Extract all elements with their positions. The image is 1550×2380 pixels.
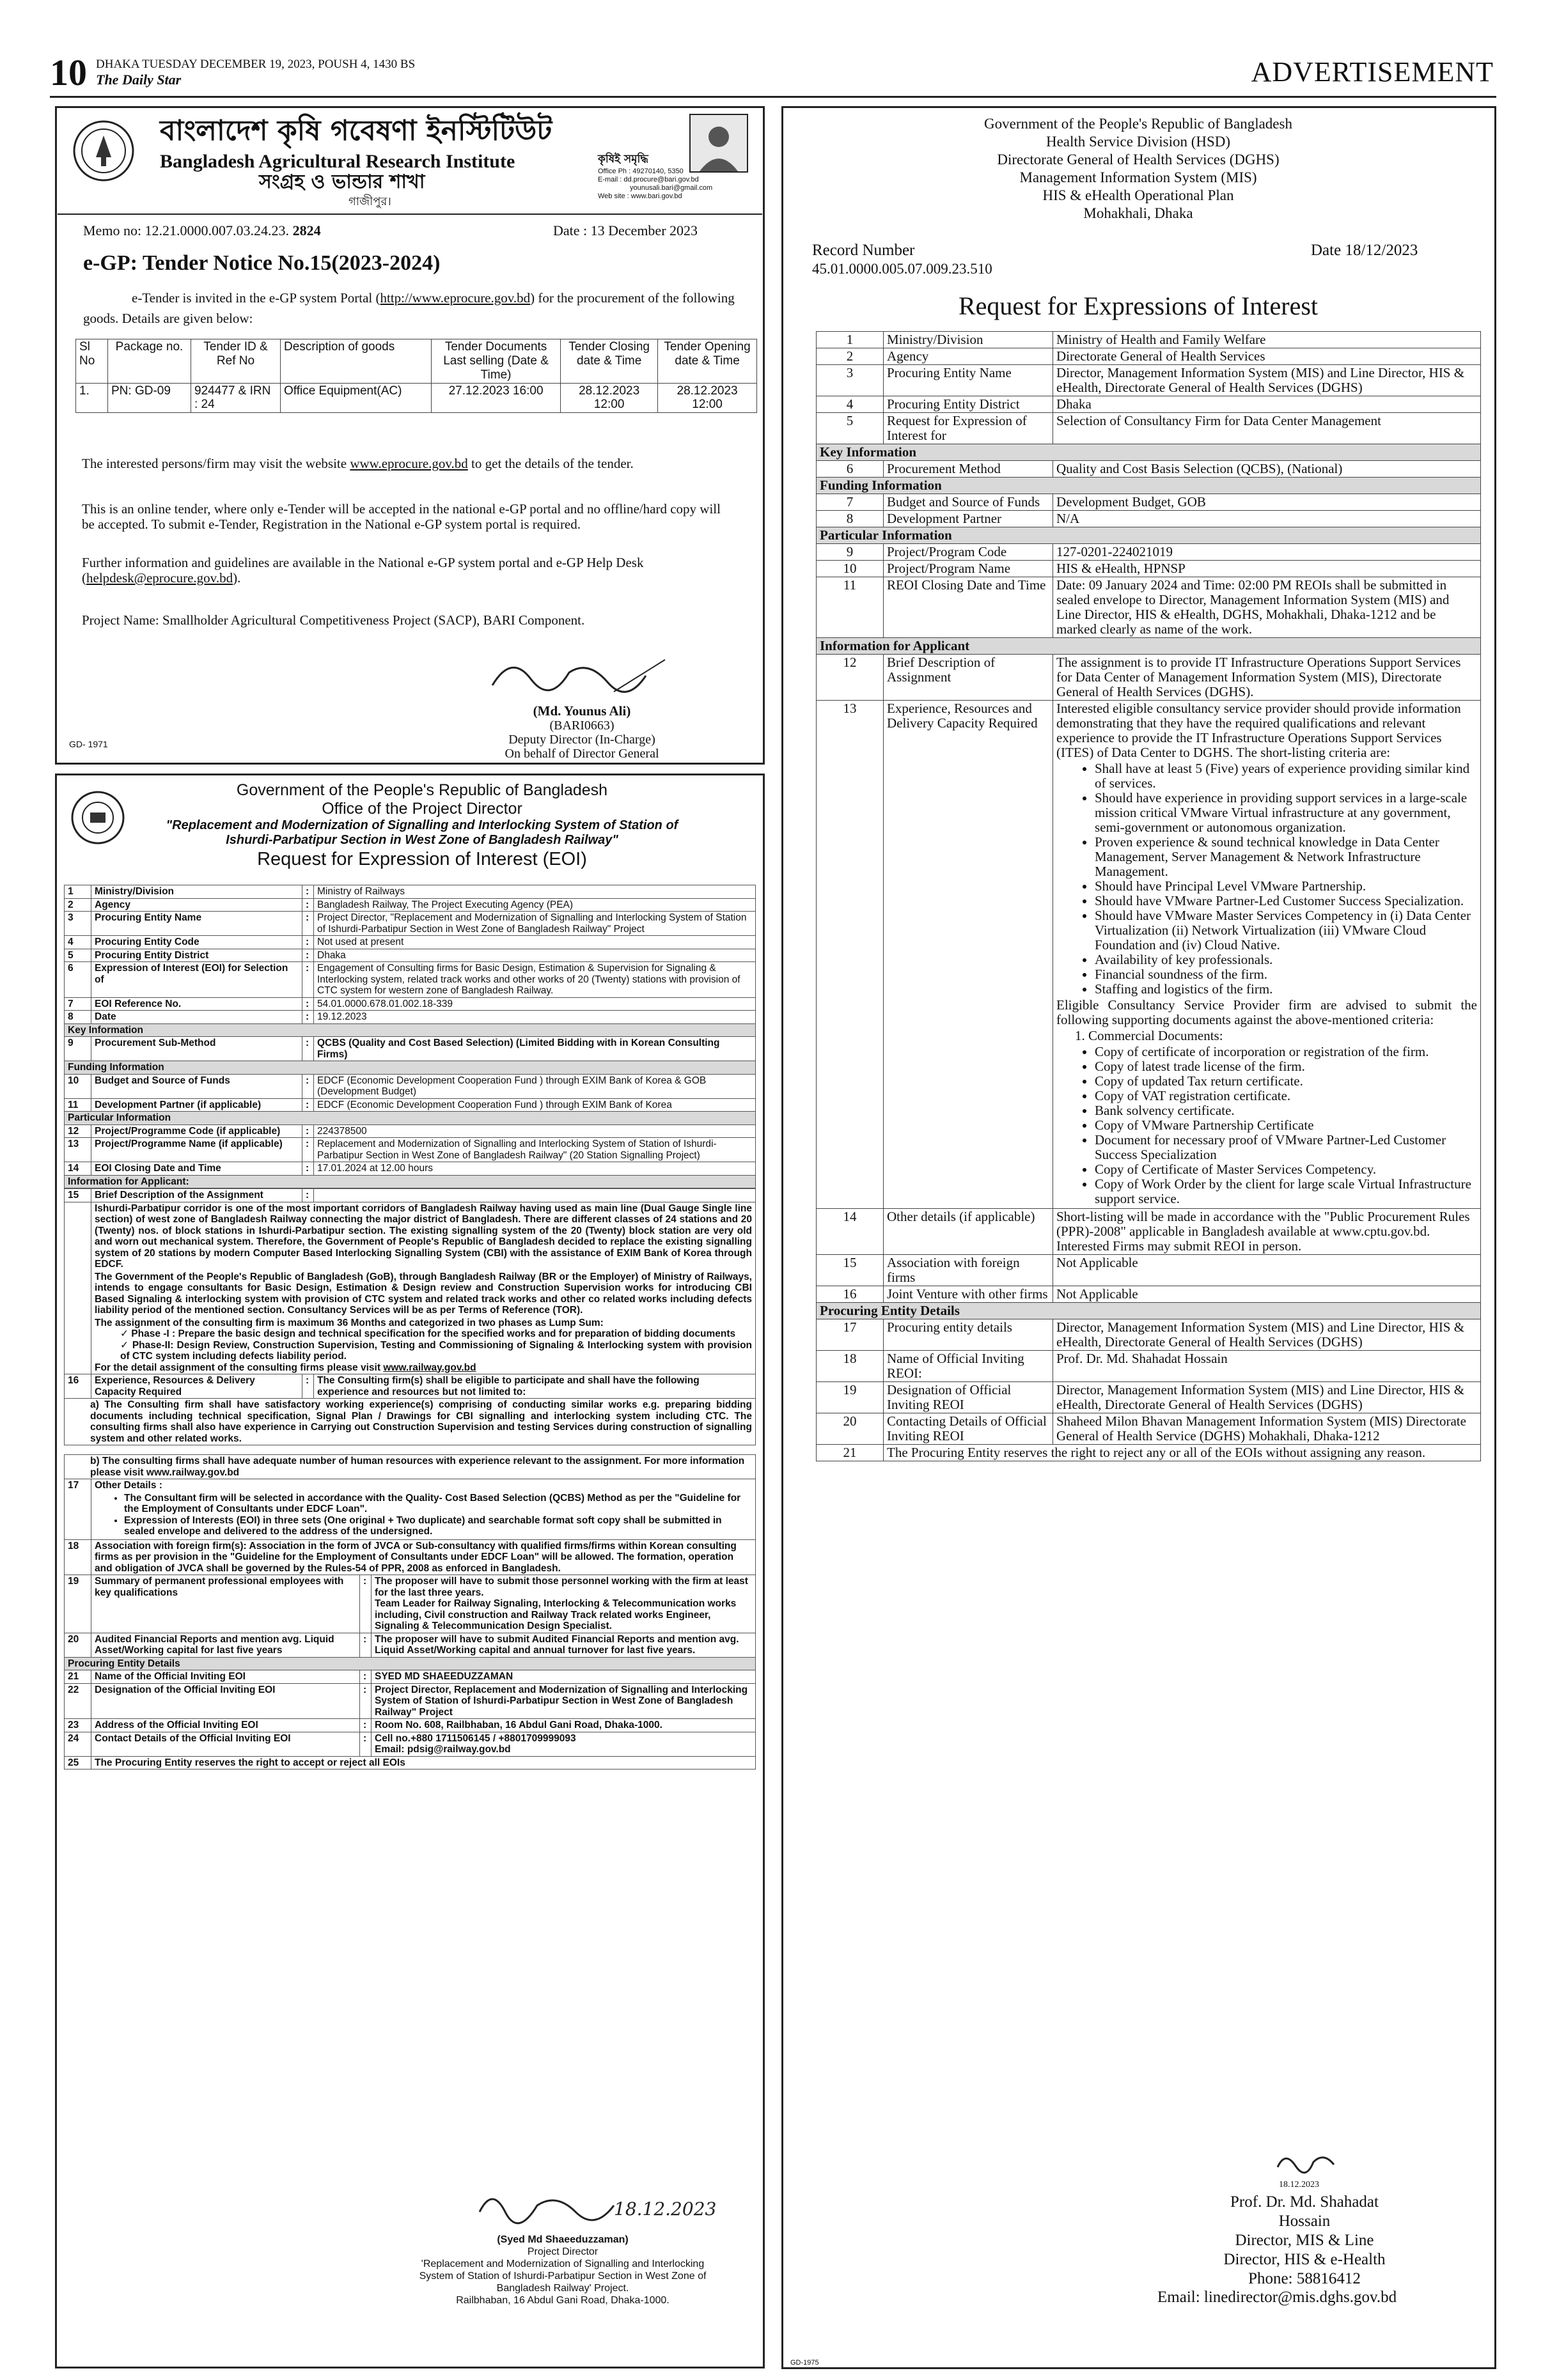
table-row	[817, 561, 1481, 577]
rail-header	[128, 781, 716, 870]
dghs-header: Government of the People's Republic of Bangladesh Health Service Division (HSD) Directorate General of Health Services (DGHS) Management Information System (MIS) HIS & eHealth Operational Plan Mohakhali, Dhaka	[984, 116, 1292, 221]
section-header: Particular Information	[817, 527, 1481, 544]
section-header: Key Information	[65, 1023, 756, 1037]
table-row: 7 EOI Reference No. : 54.01.0000.678.01.002.18-339	[65, 997, 756, 1011]
row-value: Dhaka	[1053, 396, 1481, 413]
row-value: Dhaka	[314, 949, 756, 962]
section-header: Information for Applicant:	[65, 1175, 756, 1188]
row-value: N/A	[1053, 511, 1481, 527]
row-number: 2	[65, 898, 91, 912]
r15-phase1: ✓ Phase -I : Prepare the basic design and technical specification for the specified works and for preparation of bidding documents	[120, 1328, 736, 1339]
th: Tender ID & Ref No	[191, 339, 281, 384]
table-row: 10 Budget and Source of Funds : EDCF (Economic Development Cooperation Fund ) through EXIM Bank of Korea & GOB (Development Budget)	[65, 1074, 756, 1098]
row-number: 19	[817, 1382, 884, 1413]
bari-para1: The interested persons/firm may visit the website www.eprocure.gov.bd to get the details of the tender.	[82, 456, 634, 471]
row-value: Bangladesh Railway, The Project Executing Agency (PEA)	[314, 898, 756, 912]
dghs-table	[816, 331, 1481, 1461]
table-row	[817, 511, 1481, 527]
row-number: 4	[817, 396, 884, 413]
r16-b: b) The consulting firms shall have adequate number of human resources with experience relevant to the assignment. For more information please visit www.railway.gov.bd	[65, 1455, 756, 1479]
row-value: Not Applicable	[1053, 1286, 1481, 1303]
table-row: 3 Procuring Entity Name : Project Director, "Replacement and Modernization of Signalling and Interlocking System of Station of Ishurdi-Parbatipur Section in West Zone of Bangladesh Railway" Project	[65, 912, 756, 936]
row-number: 11	[65, 1098, 91, 1112]
row-label: Brief Description of the Assignment	[91, 1189, 302, 1202]
table-row: 13 Project/Programme Name (if applicable) : Replacement and Modernization of Signalling and Interlocking System of Station of Ishurdi-Parbatipur Section in West Zone of Bangladesh Railway" (20 Station Signalling Project)	[65, 1138, 756, 1162]
row-value: Shaheed Milon Bhavan Management Information System (MIS) Directorate General of Health Service (DGHS) Mohakhali, Dhaka-1212	[1053, 1413, 1481, 1445]
table-row	[65, 1399, 756, 1445]
row-label: Project/Program Code	[884, 544, 1053, 561]
th: Package no.	[108, 339, 191, 384]
table-row: 5 Procuring Entity District : Dhaka	[65, 949, 756, 962]
rail-project: "Replacement and Modernization of Signalling and Interlocking System of Station of Ishurdi-Parbatipur Section in West Zone of Bangladesh Railway"	[166, 818, 678, 847]
row-value: Development Budget, GOB	[1053, 494, 1481, 511]
row-value: 19.12.2023	[314, 1011, 756, 1024]
table-row: 25 The Procuring Entity reserves the right to accept or reject all EOIs	[65, 1756, 756, 1769]
table-row: 22 Designation of the Official Inviting EOI : Project Director, Replacement and Modernization of Signalling and Interlocking System of Station of Ishurdi-Parbatipur Section in West Zone of Bangladesh Railway" Project	[65, 1683, 756, 1719]
contact-label: E-mail :	[598, 176, 622, 183]
td: 28.12.2023 12:00	[561, 383, 658, 413]
bari-intro: e-Tender is invited in the e-GP system Portal (http://www.eprocure.gov.bd) for the procurement of the following goods. Details are given below:	[83, 290, 735, 326]
bari-place-bn: গাজীপুর।	[348, 195, 391, 208]
row-number: 17	[817, 1319, 884, 1351]
table-row	[817, 365, 1481, 396]
row-value: Ministry of Railways	[314, 885, 756, 899]
bari-signer-name: (Md. Younus Ali)	[533, 703, 631, 719]
section-header: Procuring Entity Details	[817, 1303, 1481, 1319]
row-label: Procurement Sub-Method	[91, 1037, 302, 1061]
row-label: Procuring Entity District	[884, 396, 1053, 413]
row-label: Ministry/Division	[91, 885, 302, 899]
table-row: 13 Experience, Resources and Delivery Capacity Required Interested eligible consultancy service provider should provide information demonstrating that they have the required qualifications and relevant experience to provide the IT Infrastructure Operations Support Services (ITES) of Data Center to DGHS. The short-listing criteria are: • Shall have at least 5 (Five) years of experience providing similar kind of services. • Should have experience in providing support services in a large-scale mission critical VMware Virtual infrastructure at any government, semi-government or autonomous organization. • Proven experience & sound technical knowledge in Data Center Management, Server Management & Network Infrastructure Management. • Should have Principal Level VMware Partnership. • Should have VMware Partner-Led Customer Success Specialization. • Should have VMware Master Services Competency in (i) Data Center Virtualization (ii) Network Virtualization (iii) VMware Cloud Foundation and (iv) Cloud Native. • Availability of key professionals. • Financial soundness of the firm. • Staffing and logistics of the firm. Eligible Consultancy Service Provider firm are advised to submit the following supporting documents against the above-mentioned criteria: 1. Commercial Documents: • Copy of certificate of incorporation or registration of the firm. • Copy of latest trade license of the firm. • Copy of updated Tax return certificate. • Copy of VAT registration certificate. • Bank solvency certificate. • Copy of VMware Partnership Certificate • Document for necessary proof of VMware Partner-Led Customer Success Specialization • Copy of Certificate of Master Services Competency. • Copy of Work Order by the client for large scale Virtual Infrastructure support service.	[817, 701, 1481, 1209]
table-row	[65, 1455, 756, 1479]
table-row	[817, 413, 1481, 444]
r15-phase2: ✓ Phase-II: Design Review, Construction Supervision, Testing and Commissioning of Signaling & Interlocking system with provision of CTC system including defects liability period.	[120, 1339, 753, 1362]
record-label: Record Number	[812, 242, 915, 259]
bari-notice-title: e-GP: Tender Notice No.15(2023-2024)	[83, 251, 441, 275]
row-value: Quality and Cost Basis Selection (QCBS), (National)	[1053, 461, 1481, 478]
row-value: Replacement and Modernization of Signalling and Interlocking System of Station of Ishurdi-Parbatipur Section in West Zone of Bangladesh Railway" (20 Station Signalling Project)	[314, 1138, 756, 1162]
row-number: 3	[65, 912, 91, 936]
dghs-ad-code: GD-1975	[790, 2359, 819, 2367]
helpdesk-email[interactable]: helpdesk@eprocure.gov.bd	[86, 570, 233, 586]
table-row: 15 Brief Description of the Assignment :	[65, 1189, 756, 1202]
row-label: Agency	[884, 348, 1053, 365]
table-row	[817, 1319, 1481, 1351]
bari-signer-title: Deputy Director (In-Charge)	[508, 733, 655, 747]
row-number: 2	[817, 348, 884, 365]
masthead-rule	[50, 96, 1496, 98]
row-label: Experience, Resources and Delivery Capacity Required	[884, 701, 1053, 1209]
row-number: 5	[817, 413, 884, 444]
row-label: Audited Financial Reports and mention avg. Liquid Asset/Working capital for last five years	[91, 1633, 360, 1657]
row-label: Ministry/Division	[884, 332, 1053, 348]
row-label: Experience, Resources & Delivery Capacity Required	[91, 1374, 302, 1399]
th: Tender Closing date & Time	[561, 339, 658, 384]
table-row: 18 Association with foreign firm(s): Association in the form of JVCA or Sub-consultancy with qualified firms/firms within Korean consulting firms as per provision in the "Guideline for the Employment of Consultants under EDCF Loan" will be allowed. The formation, operation and obligation of JVCA shall be governed by the Rules-54 of PPR, 2008 as enforced in Bangladesh.	[65, 1539, 756, 1575]
r16-a: a) The Consulting firm shall have satisfactory working experience(s) comprising of conducting similar works e.g. preparing bidding documents including technical specification, Signal Plan / Drawings for CBI signalling and interlocking system including CTC. The consulting firms shall also have experience in Carrying out Construction Supervision and testing Services during construction of signalling system and other related works.	[65, 1399, 756, 1445]
contact-value: 49270140, 5350	[632, 167, 684, 175]
row-number: 8	[817, 511, 884, 527]
table-row	[817, 577, 1481, 638]
table-row	[817, 494, 1481, 511]
th: Tender Documents Last selling (Date & Time)	[432, 339, 561, 384]
row-number: 9	[817, 544, 884, 561]
row-value: 224378500	[314, 1124, 756, 1138]
table-row: 20 Audited Financial Reports and mention avg. Liquid Asset/Working capital for last five years : The proposer will have to submit Audited Financial Reports and mention avg. Liquid Asset/Working capital and annual turnover for last five years.	[65, 1633, 756, 1657]
row-label: Agency	[91, 898, 302, 912]
table-row: 1 Ministry/Division : Ministry of Railways	[65, 885, 756, 899]
page-number: 10	[50, 52, 87, 93]
row-value: Selection of Consultancy Firm for Data Center Management	[1053, 413, 1481, 444]
pd-email[interactable]: Email: pdsig@railway.gov.bd	[375, 1744, 511, 1755]
table-row: 2 Agency : Bangladesh Railway, The Project Executing Agency (PEA)	[65, 898, 756, 912]
row-label: Procuring entity details	[884, 1319, 1053, 1351]
td: 28.12.2023 12:00	[658, 383, 757, 413]
row-number: 4	[65, 936, 91, 949]
row-label: Procuring Entity Name	[91, 912, 302, 936]
td: PN: GD-09	[108, 383, 191, 413]
row-number: 6	[65, 962, 91, 998]
table-row: 21 Name of the Official Inviting EOI : SYED MD SHAEEDUZZAMAN	[65, 1670, 756, 1684]
contact-label: Office Ph :	[598, 167, 631, 175]
row-label: Procuring Entity Name	[884, 365, 1053, 396]
row-number: 18	[817, 1351, 884, 1382]
section-header: Information for Applicant	[817, 638, 1481, 655]
table-row	[817, 348, 1481, 365]
paper-name: The Daily Star	[96, 72, 182, 88]
rail-title: Request for Expression of Interest (EOI)	[257, 848, 587, 869]
row-label: Project/Programme Name (if applicable)	[91, 1138, 302, 1162]
row-number: 20	[817, 1413, 884, 1445]
dateline: DHAKA TUESDAY DECEMBER 19, 2023, POUSH 4, 1430 BS	[96, 58, 416, 71]
row-value: EDCF (Economic Development Cooperation Fund ) through EXIM Bank of Korea	[314, 1098, 756, 1112]
row-label: REOI Closing Date and Time	[884, 577, 1053, 638]
eprocure-link[interactable]: http://www.eprocure.gov.bd	[380, 290, 531, 306]
rail-office: Office of the Project Director	[322, 799, 522, 818]
table-row: 21 The Procuring Entity reserves the right to reject any or all of the EOIs without assigning any reason.	[817, 1445, 1481, 1461]
row-label: Procuring Entity Code	[91, 936, 302, 949]
row-label: Development Partner	[884, 511, 1053, 527]
table-row: 23 Address of the Official Inviting EOI : Room No. 608, Railbhaban, 16 Abdul Gani Road, Dhaka-1000.	[65, 1719, 756, 1732]
r15-p2: The Government of the People's Republic of Bangladesh (GoB), through Bangladesh Railway (BR or the Employer) of Ministry of Railways, intends to engage consultants for Basic Design, Estimation & Design review and Construction Supervision works for introducing CBI Based Signaling & interlocking system with provision of CTC system and related track works and other co related works including defects liability period of the mentioned section. Consultancy Services will be as per Terms of Reference (TOR).	[95, 1271, 752, 1316]
rail-emblem	[70, 790, 125, 845]
table-row	[817, 1413, 1481, 1445]
row-value: The Consulting firm(s) shall be eligible to participate and shall have the following experience and resources but not limited to:	[314, 1374, 756, 1399]
row-label: Procuring Entity District	[91, 949, 302, 962]
table-row	[817, 1382, 1481, 1413]
section-header: Funding Information	[817, 478, 1481, 494]
bari-para3: Further information and guidelines are available in the National e-GP system portal and e-GP Help Desk (helpdesk@eprocure.gov.bd).	[82, 555, 644, 586]
row-value: Short-listing will be made in accordance with the "Public Procurement Rules (PPR)-2008" applicable in Bangladesh available at www.cptu.gov.bd. Interested Firms may submit REOI in person.	[1053, 1209, 1481, 1255]
row-value: HIS & eHealth, HPNSP	[1053, 561, 1481, 577]
row-number: 3	[817, 365, 884, 396]
bari-contact	[598, 167, 751, 201]
row-label: Project/Program Name	[884, 561, 1053, 577]
row-value: 127-0201-224021019	[1053, 544, 1481, 561]
table-row	[817, 461, 1481, 478]
dghs-signer: Prof. Dr. Md. Shahadat Hossain Director, MIS & Line Director, HIS & e-Health Phone: 58816412	[1223, 2193, 1386, 2287]
row-number: 15	[817, 1255, 884, 1286]
row-number: 8	[65, 1011, 91, 1024]
row-value: Not used at present	[314, 936, 756, 949]
bari-project: Project Name: Smallholder Agricultural Competitiveness Project (SACP), BARI Component.	[82, 612, 585, 628]
row-label: Date	[91, 1011, 302, 1024]
row-value: Project Director, "Replacement and Modernization of Signalling and Interlocking System of Station of Ishurdi-Parbatipur Section in West Zone of Bangladesh Railway" Project	[314, 912, 756, 936]
row-label: Expression of Interest (EOI) for Selection of	[91, 962, 302, 998]
row-label: Other details (if applicable)	[884, 1209, 1053, 1255]
row-label: EOI Closing Date and Time	[91, 1162, 302, 1176]
table-row	[817, 1209, 1481, 1255]
row-label: Request for Expression of Interest for	[884, 413, 1053, 444]
bari-para2: This is an online tender, where only e-Tender will be accepted in the national e-GP portal and no offline/hard copy will be accepted. To submit e-Tender, Registration in the National e-GP system portal is required.	[82, 501, 721, 532]
row-value: Directorate General of Health Services	[1053, 348, 1481, 365]
table-row: 4 Procuring Entity Code : Not used at present	[65, 936, 756, 949]
td: 27.12.2023 16:00	[432, 383, 561, 413]
railway-link[interactable]: www.railway.gov.bd	[383, 1362, 476, 1373]
row-label: Name of Official Inviting REOI:	[884, 1351, 1053, 1382]
row-number: 5	[65, 949, 91, 962]
row-value: Date: 09 January 2024 and Time: 02:00 PM REOIs shall be submitted in sealed envelope to Director, Management Information System (MIS) and Line Director, HIS & eHealth, DGHS, Mohakhali, Dhaka-1212 and be marked clearly as name of the work.	[1053, 577, 1481, 638]
contact-label: Web site :	[598, 192, 629, 200]
table-row: 14 EOI Closing Date and Time : 17.01.2024 at 12.00 hours	[65, 1162, 756, 1176]
row-value: Director, Management Information System (MIS) and Line Director, HIS & eHealth, Directorate General of Health Services (DGHS)	[1053, 1319, 1481, 1351]
section-header: Particular Information	[65, 1112, 756, 1125]
eprocure-link-2[interactable]: www.eprocure.gov.bd	[350, 456, 468, 471]
contact-value: www.bari.gov.bd	[630, 192, 682, 200]
section-header: Procuring Entity Details	[65, 1657, 756, 1670]
row-value: The assignment is to provide IT Infrastructure Operations Support Services for Data Center of Management Information System (MIS), Directorate General of Health Services (DGHS).	[1053, 655, 1481, 701]
row-value: Director, Management Information System (MIS) and Line Director, HIS & eHealth, Directorate General of Health Services (DGHS)	[1053, 1382, 1481, 1413]
rail-table	[64, 885, 756, 1769]
row-value: Director, Management Information System (MIS) and Line Director, HIS & eHealth, Directorate General of Health Services (DGHS)	[1053, 365, 1481, 396]
row-value: Ministry of Health and Family Welfare	[1053, 332, 1481, 348]
row-label: Budget and Source of Funds	[884, 494, 1053, 511]
row-number: 1	[817, 332, 884, 348]
table-row	[65, 1202, 756, 1374]
section-header: Funding Information	[65, 1061, 756, 1075]
row-value: 17.01.2024 at 12.00 hours	[314, 1162, 756, 1176]
table-row	[817, 544, 1481, 561]
row-value: 54.01.0000.678.01.002.18-339	[314, 997, 756, 1011]
dghs-sig-date: 18.12.2023	[1279, 2180, 1319, 2189]
row-label: Project/Programme Code (if applicable)	[91, 1124, 302, 1138]
row-number: 12	[65, 1124, 91, 1138]
r18: Association with foreign firm(s): Association in the form of JVCA or Sub-consultancy with qualified firms/firms within Korean consulting firms as per provision in the "Guideline for the Employment of Consultants under EDCF Loan" will be allowed. The formation, operation and obligation of JVCA shall be governed by the Rules-54 of PPR, 2008 as enforced in Bangladesh.	[91, 1539, 756, 1575]
row-label: Association with foreign firms	[884, 1255, 1053, 1286]
row-value: Not Applicable	[1053, 1255, 1481, 1286]
row-value: Engagement of Consulting firms for Basic Design, Estimation & Supervision for Signaling & Interlocking system, related track works and other works of 20 (Twenty) stations with provision of CTC system for western zone of Bangladesh Railway.	[314, 962, 756, 998]
table-row: 19 Summary of permanent professional employees with key qualifications : The proposer will have to submit those personnel working with the firm at least for the last three years. Team Leader for Railway Signaling, Interlocking & Telecommunication works including, Civil construction and Railway Track related works Engineer, Signaling & Telecommunication Design Specialist.	[65, 1575, 756, 1633]
row-number: 12	[817, 655, 884, 701]
bari-memo: Memo no: 12.21.0000.007.03.24.23. 2824	[83, 222, 321, 238]
row-number: 6	[817, 461, 884, 478]
dghs-title: Request for Expressions of Interest	[958, 292, 1319, 320]
rail-sig-date: 18.12.2023	[614, 2198, 717, 2220]
bari-unit-bn: সংগ্রহ ও ভান্ডার শাখা	[259, 171, 425, 193]
th: Tender Opening date & Time	[658, 339, 757, 384]
row-number: 10	[817, 561, 884, 577]
dghs-email[interactable]: Email: linedirector@mis.dghs.gov.bd	[1157, 2289, 1397, 2306]
contact-value: dd.procure@bari.gov.bd	[623, 176, 699, 183]
r17-bullet: • The Consultant firm will be selected in accordance with the Quality- Cost Based Selection (QCBS) Method as per the "Guideline for the Employment of Consultants under EDCF Loan".	[124, 1493, 752, 1515]
r13-para: Eligible Consultancy Service Provider firm are advised to submit the following supporting documents against the above-mentioned criteria:	[1056, 997, 1477, 1027]
table-row	[817, 1351, 1481, 1382]
bari-header-rule	[58, 214, 762, 215]
r15-p4: For the detail assignment of the consulting firms please visit www.railway.gov.bd	[95, 1362, 476, 1373]
r15-p1: Ishurdi-Parbatipur corridor is one of the most important corridors of Bangladesh Railway having used as main line (Dual Gauge Single line section) of west zone of Bangladesh Railway connecting the major district of Bangladesh. There are different classes of 24 stations and 20 (Twenty) nos. of block stations in Ishurdi-Parbatipur section. The existing signalling system of the 20 (Twenty) block station are very old and worn out mechanical system. Therefore, the Government of People's Republic of Bangladesh decided to replace the existing signalling system of 20 stations by modern Computer Based Interlocking Signalling System (CBI) with the assistance of EXIM Bank of Korea through EDCF.	[95, 1202, 752, 1270]
section-label: ADVERTISEMENT	[1251, 56, 1494, 88]
bari-date: Date : 13 December 2023	[553, 222, 698, 238]
bari-signer-behalf: On behalf of Director General	[505, 747, 659, 761]
row-value: EDCF (Economic Development Cooperation Fund ) through EXIM Bank of Korea & GOB (Development Budget)	[314, 1074, 756, 1098]
dghs-signature	[1272, 2148, 1343, 2181]
rail-signer: (Syed Md Shaeeduzzaman) Project Director 'Replacement and Modernization of Signalling and Interlocking System of Station of Ishurdi-Parbatipur Section in West Zone of Bangladesh Railway' Project. Railbhaban, 16 Abdul Gani Road, Dhaka-1000.	[419, 2234, 707, 2306]
row-value: QCBS (Quality and Cost Based Selection) (Limited Bidding with in Korean Consulting Firms)	[314, 1037, 756, 1061]
bari-title-en: Bangladesh Agricultural Research Institute	[160, 151, 515, 172]
row-label: Budget and Source of Funds	[91, 1074, 302, 1098]
row-label: Brief Description of Assignment	[884, 655, 1053, 701]
table-row	[817, 655, 1481, 701]
table-row	[817, 396, 1481, 413]
row-number: 7	[65, 997, 91, 1011]
table-row	[817, 1286, 1481, 1303]
row-label: Development Partner (if applicable)	[91, 1098, 302, 1112]
row-number: 1	[65, 885, 91, 899]
bari-signer-id: (BARI0663)	[549, 719, 615, 733]
bari-ad-code: GD- 1971	[69, 739, 108, 749]
r17-bullet: • Expression of Interests (EOI) in three sets (One original + Two duplicate) and searchable format soft copy shall be submitted in sealed envelope and delivered to the address of the undersigned.	[124, 1515, 752, 1537]
r21: The Procuring Entity reserves the right to reject any or all of the EOIs without assigning any reason.	[884, 1445, 1481, 1461]
section-header: Key Information	[817, 444, 1481, 461]
row-number: 14	[817, 1209, 884, 1255]
th: Sl No	[76, 339, 108, 384]
bari-emblem	[72, 119, 136, 183]
table-row: 11 Development Partner (if applicable) : EDCF (Economic Development Cooperation Fund ) through EXIM Bank of Korea	[65, 1098, 756, 1112]
table-row	[817, 1255, 1481, 1286]
table-row: 12 Project/Programme Code (if applicable) : 224378500	[65, 1124, 756, 1138]
row-label: Summary of permanent professional employees with key qualifications	[91, 1575, 360, 1633]
th: Description of goods	[281, 339, 432, 384]
row-label: Designation of Official Inviting REOI	[884, 1382, 1053, 1413]
row-number: 14	[65, 1162, 91, 1176]
row-value: The proposer will have to submit Audited Financial Reports and mention avg. Liquid Asset/Working capital and annual turnover for last five years.	[372, 1633, 756, 1657]
td: 924477 & IRN : 24	[191, 383, 281, 413]
row-number: 16	[817, 1286, 884, 1303]
row-number: 13	[65, 1138, 91, 1162]
row-value: Prof. Dr. Md. Shahadat Hossain	[1053, 1351, 1481, 1382]
row-label: EOI Reference No.	[91, 997, 302, 1011]
table-row: 16 Experience, Resources & Delivery Capacity Required : The Consulting firm(s) shall be eligible to participate and shall have the following experience and resources but not limited to:	[65, 1374, 756, 1399]
bari-title-bn: বাংলাদেশ কৃষি গবেষণা ইনস্টিটিউট	[160, 114, 552, 147]
record-number: 45.01.0000.005.07.009.23.510	[812, 261, 992, 277]
row-number: 7	[817, 494, 884, 511]
td: 1.	[76, 383, 108, 413]
bari-slogan-bn: কৃষিই সমৃদ্ধি	[598, 153, 648, 166]
row-number: 11	[817, 577, 884, 638]
r17-label: Other Details :	[95, 1480, 162, 1491]
table-row: 9 Procurement Sub-Method : QCBS (Quality and Cost Based Selection) (Limited Bidding with in Korean Consulting Firms)	[65, 1037, 756, 1061]
td: Office Equipment(AC)	[281, 383, 432, 413]
portrait-photo	[689, 114, 748, 173]
row-label: Contacting Details of Official Inviting REOI	[884, 1413, 1053, 1445]
bari-tender-table	[75, 339, 757, 413]
table-row: 24 Contact Details of the Official Inviting EOI : Cell no.+880 1711506145 / +8801709999093 Email: pdsig@railway.gov.bd	[65, 1732, 756, 1756]
r13-intro: Interested eligible consultancy service provider should provide information demonstrating that they have the required qualifications and relevant experience to provide the IT Infrastructure Operations Support Services (ITES) of Data Center to DGHS. The short-listing criteria are:	[1056, 701, 1461, 760]
row-number: 9	[65, 1037, 91, 1061]
r15-p3: The assignment of the consulting firm is maximum 36 Months and categorized in two phases as Lump Sum:	[95, 1317, 604, 1328]
dghs-date: Date 18/12/2023	[1311, 242, 1418, 259]
row-label: Procurement Method	[884, 461, 1053, 478]
table-row	[817, 332, 1481, 348]
table-row: 17 Other Details : • The Consultant firm will be selected in accordance with the Quality- Cost Based Selection (QCBS) Method as per the "Guideline for the Employment of Consultants under EDCF Loan". • Expression of Interests (EOI) in three sets (One original + Two duplicate) and searchable format soft copy shall be submitted in sealed envelope and delivered to the address of the undersigned.	[65, 1479, 756, 1540]
table-row: 6 Expression of Interest (EOI) for Selection of : Engagement of Consulting firms for Basic Design, Estimation & Supervision for Signaling & Interlocking system, related track works and other works of 20 (Twenty) stations with provision of CTC system for western zone of Bangladesh Railway.	[65, 962, 756, 998]
bari-signature	[486, 647, 678, 711]
row-number: 10	[65, 1074, 91, 1098]
rail-gov: Government of the People's Republic of Bangladesh	[236, 781, 608, 799]
row-label: Joint Venture with other firms	[884, 1286, 1053, 1303]
contact-value: younusali.bari@gmail.com	[630, 184, 713, 192]
table-row: 8 Date : 19.12.2023	[65, 1011, 756, 1024]
